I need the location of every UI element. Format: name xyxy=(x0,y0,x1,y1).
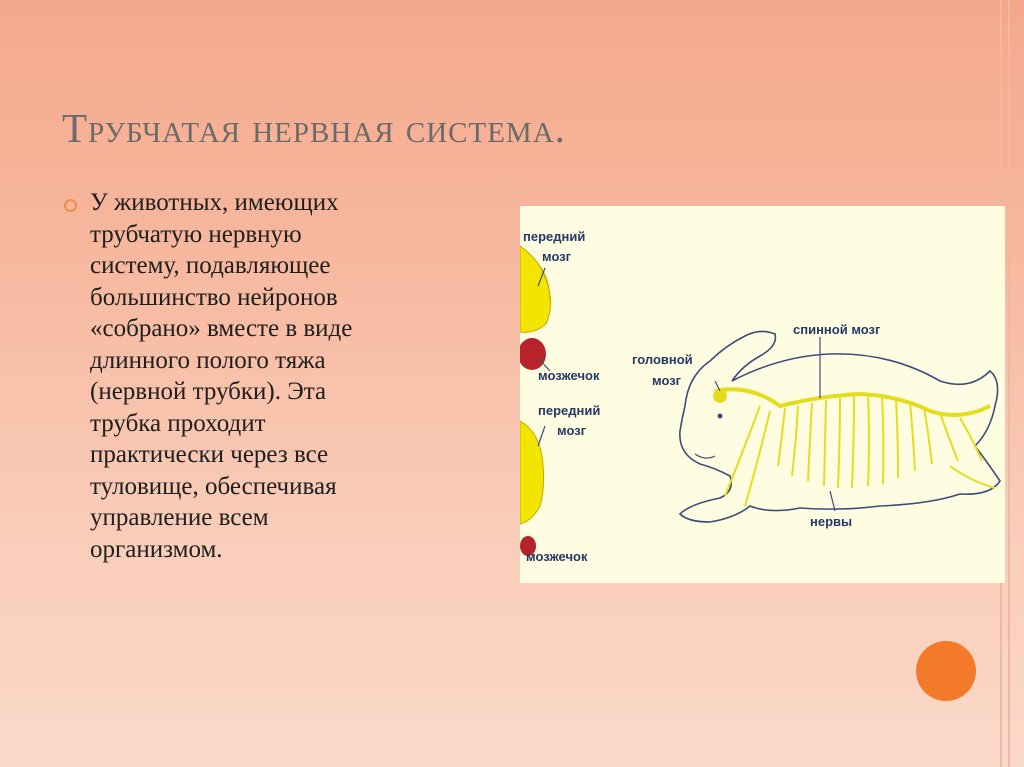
body-line: (нервной трубки). Эта xyxy=(90,378,327,405)
label-spinal-cord: спинной мозг xyxy=(793,322,881,337)
body-line: туловище, обеспечивая xyxy=(90,472,337,500)
label-cerebellum-2: мозжечок xyxy=(526,549,588,564)
body-line: «собрано» вместе в виде xyxy=(90,315,353,342)
bullet-circle-icon xyxy=(64,199,77,212)
body-line: систему, подавляющее xyxy=(90,252,331,279)
body-line: длинного полого тяжа xyxy=(90,346,326,374)
body-line: большинство нейронов xyxy=(90,283,338,311)
slide-title: Трубчатая нервная система. xyxy=(62,105,566,151)
body-line: практически через все xyxy=(90,441,329,468)
decorative-circle xyxy=(916,641,976,701)
body-line: трубка проходит xyxy=(90,409,266,437)
nervous-system-figure xyxy=(520,206,1005,583)
slide-edge-line xyxy=(1008,0,1010,767)
label-nerves: нервы xyxy=(810,514,853,529)
label-brain: головной xyxy=(632,352,693,367)
label-forebrain-mid-2: мозг xyxy=(557,423,587,438)
body-paragraph xyxy=(90,187,465,565)
label-forebrain-top-2: мозг xyxy=(542,249,572,264)
body-line: У животных, имеющих xyxy=(90,189,339,216)
body-line: управление всем xyxy=(90,504,269,531)
label-brain-2: мозг xyxy=(652,373,682,388)
label-cerebellum-1: мозжечок xyxy=(538,368,600,383)
label-forebrain-top: передний xyxy=(523,229,586,244)
body-line: организмом. xyxy=(90,535,223,563)
label-forebrain-mid: передний xyxy=(538,403,601,418)
nervous-system-diagram xyxy=(520,206,1005,583)
body-line: трубчатую нервную xyxy=(90,220,302,248)
